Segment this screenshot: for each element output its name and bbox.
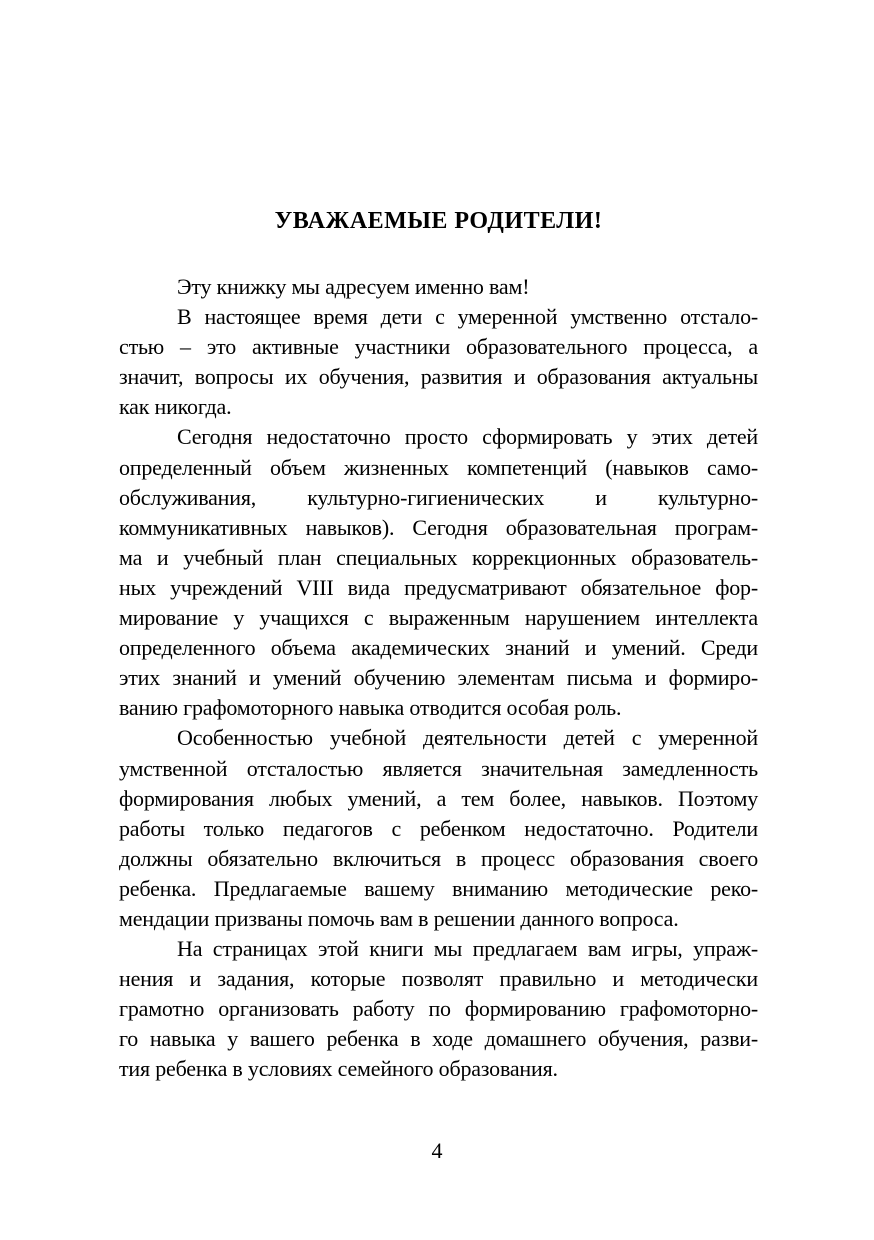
text-line: стью – это активные участники образовательного процесса, а <box>119 334 758 360</box>
text-line: Особенностью учебной деятельности детей с умеренной <box>177 725 758 751</box>
paragraph <box>119 302 758 422</box>
text-line: ребенка. Предлагаемые вашему вниманию методические реко- <box>119 875 758 901</box>
text-line: мендации призваны помочь вам в решении данного вопроса. <box>119 905 679 931</box>
text-line: ных учреждений VIII вида предусматривают обязательное фор- <box>119 574 758 600</box>
paragraph <box>119 934 758 1084</box>
text-block <box>119 206 758 1085</box>
text-line: должны обязательно включиться в процесс образования своего <box>119 845 758 871</box>
paragraph <box>119 272 758 302</box>
text-line: го навыка у вашего ребенка в ходе домашнего обучения, разви- <box>119 1026 758 1052</box>
text-line: ванию графомоторного навыка отводится особая роль. <box>119 695 622 721</box>
text-line: обслуживания, культурно-гигиенических и культурно- <box>119 484 758 510</box>
text-line: мирование у учащихся с выраженным нарушением интеллекта <box>119 605 758 631</box>
paragraph <box>119 422 758 723</box>
text-line: грамотно организовать работу по формированию графомоторно- <box>119 996 758 1022</box>
text-line: ма и учебный план специальных коррекционных образователь- <box>119 544 758 570</box>
document-body <box>119 272 758 1085</box>
text-line: нения и задания, которые позволят правильно и методически <box>119 966 758 992</box>
paragraph <box>119 723 758 934</box>
text-line: умственной отсталостью является значительная замедленность <box>119 755 758 781</box>
text-line: этих знаний и умений обучению элементам письма и формиро- <box>119 665 758 691</box>
page-number: 4 <box>431 1138 443 1163</box>
text-line: определенный объем жизненных компетенций (навыков само- <box>119 454 758 480</box>
text-line: Эту книжку мы адресуем именно вам! <box>177 274 530 299</box>
text-line: определенного объема академических знаний и умений. Среди <box>119 635 758 661</box>
text-line: Сегодня недостаточно просто сформировать у этих детей <box>177 424 758 450</box>
text-line: В настоящее время дети с умеренной умственно отстало- <box>177 304 758 330</box>
text-line: как никогда. <box>119 394 232 420</box>
text-line: значит, вопросы их обучения, развития и образования актуальны <box>119 364 758 390</box>
text-line: работы только педагогов с ребенком недостаточно. Родители <box>119 815 758 841</box>
text-line: тия ребенка в условиях семейного образования. <box>119 1056 558 1082</box>
text-line: формирования любых умений, а тем более, навыков. Поэтому <box>119 785 758 811</box>
text-line: коммуникативных навыков). Сегодня образовательная програм- <box>119 514 758 540</box>
page-title: УВАЖАЕМЫЕ РОДИТЕЛИ! <box>274 208 603 234</box>
text-line: На страницах этой книги мы предлагаем вам игры, упраж- <box>177 936 758 962</box>
